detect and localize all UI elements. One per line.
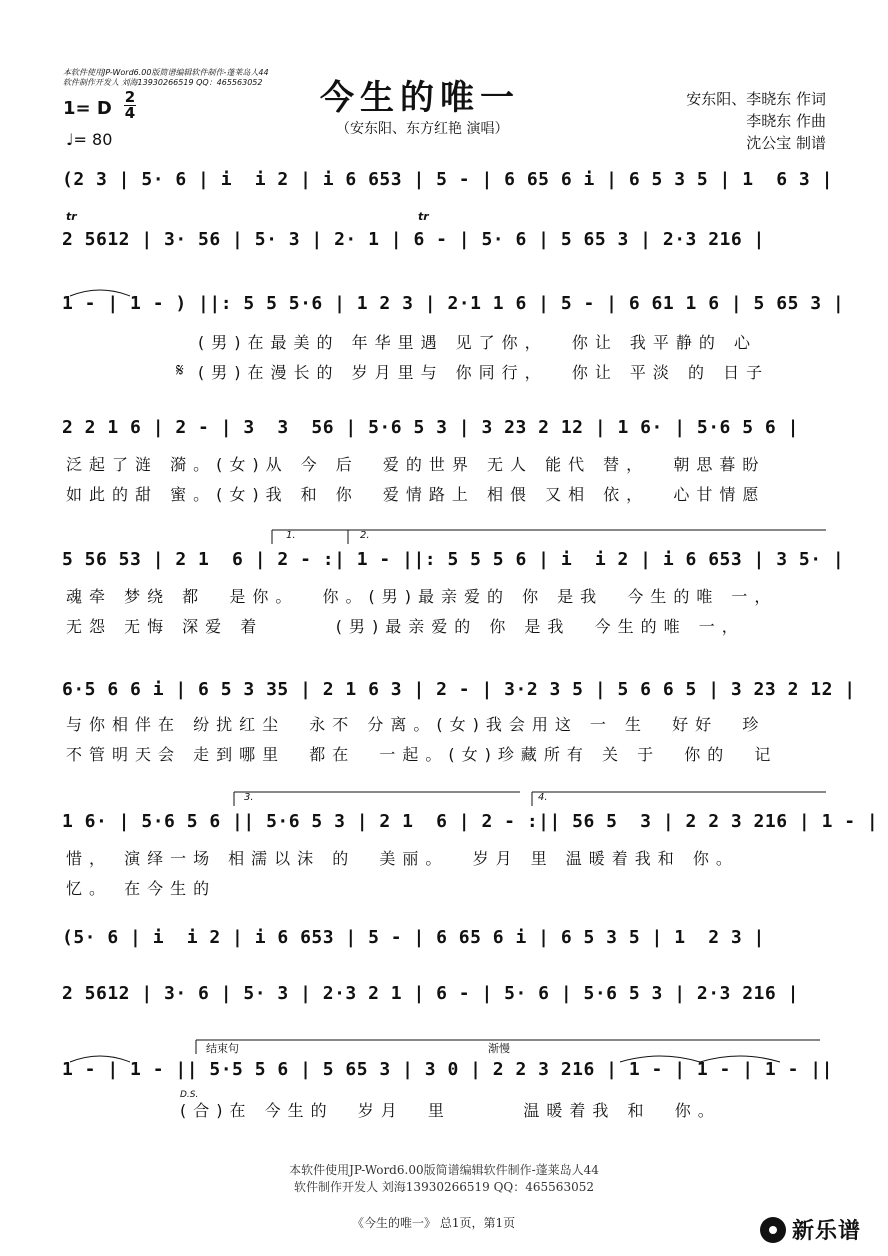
notes-line-3: 1 - | 1 - ) ||: 5 5 5·6 | 1 2 3 | 2·1 1 6 | 5 - | 6 61 1 6 | 5 65 3 | — [62, 293, 845, 314]
time-bottom: 4 — [124, 104, 136, 122]
volta-3-label: 3. — [244, 792, 254, 803]
lyric-line-11: (合)在 今生的 岁月 里 温暖着我 和 你。 — [180, 1101, 721, 1120]
segno-icon: 𝄋 — [176, 360, 184, 381]
lyric-line-8: 不管明天会 走到哪里 都在 一起。(女)珍藏所有 关 于 你的 记 — [66, 745, 778, 764]
lyric-line-3: 泛起了涟 漪。(女)从 今 后 爱的世界 无人 能代 替， 朝思暮盼 — [66, 455, 766, 474]
trill-mark-1: tr — [66, 210, 77, 223]
lyric-line-6: 无怨 无悔 深爱 着 (男)最亲爱的 你 是我 今生的唯 一， — [66, 617, 745, 636]
lyric-line-5: 魂牵 梦绕 都 是你。 你。(男)最亲爱的 你 是我 今生的唯 一， — [66, 587, 778, 606]
lyric-line-10: 忆。 在今生的 — [66, 879, 217, 898]
lyricist: 安东阳、李晓东 作词 — [686, 90, 826, 108]
lyric-line-7: 与你相伴在 纷扰红尘 永不 分离。(女)我会用这 一 生 好好 珍 — [66, 715, 766, 734]
lyric-line-4: 如此的甜 蜜。(女)我 和 你 爱情路上 相偎 又相 依， 心甘情愿 — [66, 485, 766, 504]
software-note-1: 本软件使用JP-Word6.00版简谱编辑软件制作-蓬莱岛人44 — [63, 68, 269, 77]
notes-line-4: 2 2 1 6 | 2 - | 3 3 56 | 5·6 5 3 | 3 23 2 12 | 1 6· | 5·6 5 6 | — [62, 417, 799, 438]
performers: （安东阳、东方红艳 演唱） — [336, 121, 509, 137]
page-info: 《今生的唯一》 总1页，第1页 — [352, 1216, 516, 1230]
tempo-value: = 80 — [73, 130, 113, 149]
lyric-line-1: (男)在最美的 年华里遇 见了你， 你让 我平静的 心 — [198, 333, 758, 352]
ending-bracket — [196, 1040, 820, 1054]
key-signature: 1= D — [63, 98, 112, 119]
footer-notes — [0, 1162, 888, 1196]
volta-bracket-2 — [234, 792, 826, 806]
notes-line-8: (5· 6 | i i 2 | i 6 653 | 5 - | 6 65 6 i | 6 5 3 5 | 1 2 3 | — [62, 927, 765, 948]
lyric-line-2: (男)在漫长的 岁月里与 你同行， 你让 平淡 的 日子 — [198, 363, 770, 382]
site-logo — [760, 1214, 861, 1245]
notes-line-10: 1 - | 1 - || 5·5 5 6 | 5 65 3 | 3 0 | 2 2 3 216 | 1 - | 1 - | 1 - || — [62, 1059, 833, 1080]
song-title: 今生的唯一 — [320, 78, 520, 118]
footer-line-1: 本软件使用JP-Word6.00版简谱编辑软件制作-蓬莱岛人44 — [289, 1163, 599, 1177]
rit-label: 渐慢 — [488, 1042, 510, 1055]
tie-arc-3 — [620, 1056, 780, 1062]
software-note-2: 软件制作开发人 刘海13930266519 QQ：465563052 — [63, 78, 263, 87]
volta-1-label: 1. — [286, 530, 296, 541]
quarter-note-icon: ♩ — [66, 130, 74, 149]
notes-line-2: 2 5612 | 3· 56 | 5· 3 | 2· 1 | 6 - | 5· 6 | 5 65 3 | 2·3 216 | — [62, 229, 765, 250]
ending-label: 结束句 — [206, 1042, 239, 1055]
ds-mark: D.S. — [180, 1090, 199, 1100]
composer: 李晓东 作曲 — [746, 112, 826, 130]
volta-bracket-1 — [272, 530, 826, 544]
tie-arc-1 — [70, 290, 130, 296]
notes-line-1: (2 3 | 5· 6 | i i 2 | i 6 653 | 5 - | 6 65 6 i | 6 5 3 5 | 1 6 3 | — [62, 169, 833, 190]
tie-arc-2 — [70, 1056, 130, 1062]
trill-mark-2: tr — [418, 210, 429, 223]
volta-2-label: 2. — [360, 530, 370, 541]
notes-line-9: 2 5612 | 3· 6 | 5· 3 | 2·3 2 1 | 6 - | 5· 6 | 5·6 5 3 | 2·3 216 | — [62, 983, 799, 1004]
notes-line-7: 1 6· | 5·6 5 6 || 5·6 5 3 | 2 1 6 | 2 - :|| 56 5 3 | 2 2 3 216 | 1 - | — [62, 811, 879, 832]
arranger: 沈公宝 制谱 — [746, 134, 826, 152]
logo-text: 新乐谱 — [792, 1219, 862, 1244]
time-top: 2 — [124, 88, 136, 106]
footer-line-2: 软件制作开发人 刘海13930266519 QQ：465563052 — [293, 1180, 594, 1194]
volta-4-label: 4. — [538, 792, 548, 803]
lyric-line-9: 惜， 演绎一场 相濡以沫 的 美丽。 岁月 里 温暖着我和 你。 — [66, 849, 739, 868]
record-disc-icon — [760, 1217, 786, 1243]
notes-line-5: 5 56 53 | 2 1 6 | 2 - :| 1 - ||: 5 5 5 6 | i i 2 | i 6 653 | 3 5· | — [62, 549, 845, 570]
notes-line-6: 6·5 6 6 i | 6 5 3 35 | 2 1 6 3 | 2 - | 3·2 3 5 | 5 6 6 5 | 3 23 2 12 | — [62, 679, 856, 700]
